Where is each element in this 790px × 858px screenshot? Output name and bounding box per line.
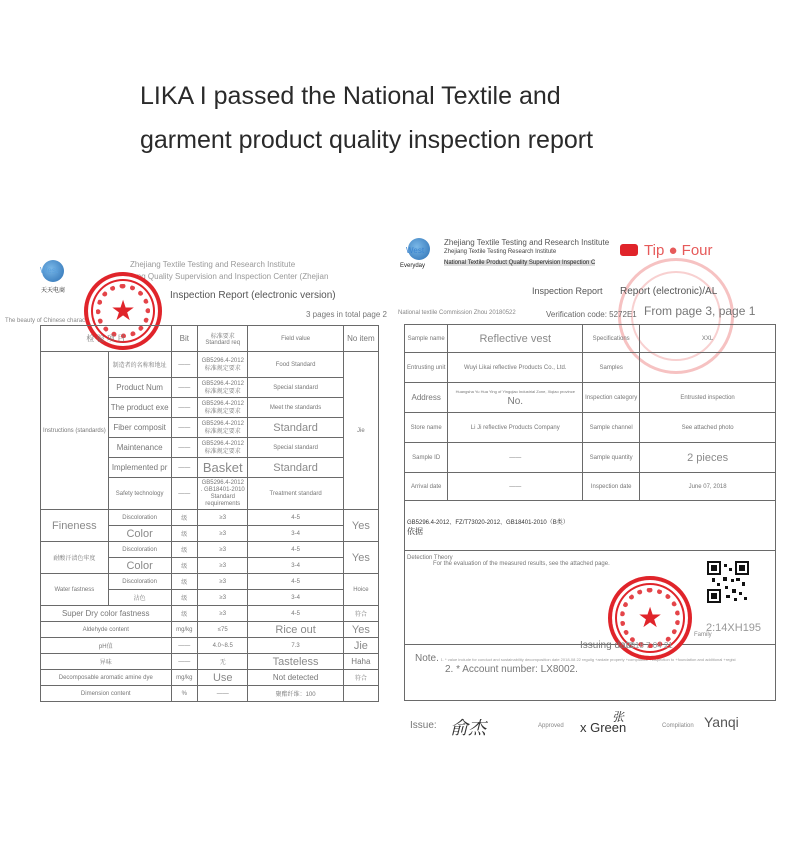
right-logo-text: West (406, 246, 425, 255)
row-result: Food Standard (248, 352, 343, 378)
bottom-verdict: 符合 (343, 670, 378, 686)
right-org-cn: Zhejiang Textile Testing Research Institute (444, 249, 557, 255)
right-family-note: Family (694, 632, 712, 638)
row-std: Basket (198, 458, 248, 478)
left-org-en-2: Zhejiang Quality Supervision and Inspection Center (Zhejian (115, 272, 329, 281)
fastness-sub: Discoloration (108, 542, 171, 558)
left-side-note: The beauty of Chinese characters (5, 318, 96, 324)
row-result: Meet the standards (248, 398, 343, 418)
bottom-item: Decomposable aromatic amine dye (41, 670, 172, 686)
fastness-unit: 级 (171, 558, 198, 574)
headline (140, 74, 740, 162)
field-label: Inspection date (583, 473, 640, 501)
row-std: GB5296.4-2012 标准规定要求 (198, 398, 248, 418)
compilation-label: Compilation (662, 723, 694, 729)
row-item: 制造者的名称和地址 (108, 352, 171, 378)
compiler-name: Yanqi (704, 714, 739, 730)
field-value: —— (448, 473, 583, 501)
field-value: XXL (640, 325, 776, 353)
left-pages: 3 pages in total page 2 (306, 310, 387, 319)
fastness-req: ≥3 (198, 558, 248, 574)
report-left (0, 230, 390, 730)
fastness-val: 3-4 (248, 526, 343, 542)
right-logo-subtext: Everyday (400, 263, 426, 269)
row-result: Standard (248, 458, 343, 478)
row-item: Safety technology (108, 478, 171, 510)
fastness-verdict: Yes (343, 510, 378, 542)
bottom-unit: mg/kg (171, 622, 198, 638)
bottom-verdict: 符合 (343, 606, 378, 622)
headline-line-2: garment product quality inspection report (140, 126, 594, 154)
bottom-unit: % (171, 686, 198, 702)
field-value: Entrusted inspection (640, 383, 776, 413)
fastness-unit: 级 (171, 526, 198, 542)
field-label: Arrival date (405, 473, 448, 501)
field-value: Huangsha Yu Hua Ying of Yingqiao Industrial Zone, Xiqiao province No. (448, 383, 583, 413)
fastness-sub: 沾色 (108, 590, 171, 606)
right-verification: Verification code: 5272E1 (546, 310, 637, 319)
fastness-req: ≥3 (198, 526, 248, 542)
field-label: Store name (405, 413, 448, 443)
bottom-verdict (343, 686, 378, 702)
field-label: Samples (583, 353, 640, 383)
approved-name: x Green (580, 720, 627, 735)
fastness-val: 4-5 (248, 542, 343, 558)
field-value (640, 353, 776, 383)
fastness-verdict: Yes (343, 542, 378, 574)
bottom-req: 无 (198, 654, 248, 670)
bottom-verdict: Haha (343, 654, 378, 670)
field-label: Inspection category (583, 383, 640, 413)
bottom-verdict: Jie (343, 638, 378, 654)
fastness-unit: 级 (171, 590, 198, 606)
row-item: Product Num (108, 378, 171, 398)
right-org-en: Zhejiang Textile Testing and Research Institute (444, 238, 610, 247)
right-org-en-3: National Textile Product Quality Supervision Inspection C (444, 260, 596, 266)
row-result: Standard (248, 418, 343, 438)
row-result: Special standard (248, 438, 343, 458)
fastness-req: ≥3 (198, 574, 248, 590)
row-result: Special standard (248, 378, 343, 398)
bottom-unit: 级 (171, 606, 198, 622)
fastness-val: 3-4 (248, 590, 343, 606)
row-std: GB5296.4-2012 标准规定要求 (198, 378, 248, 398)
left-logo-text: West (40, 266, 59, 275)
fastness-group: Fineness (41, 510, 109, 542)
row-item: Maintenance (108, 438, 171, 458)
field-value: Reflective vest (448, 325, 583, 353)
basis-cell: GB5296.4-2012、FZ/T73020-2012、GB18401-2010（B类） 依据 (405, 501, 776, 551)
fastness-group: Water fastness (41, 574, 109, 606)
field-label: Entrusting unit (405, 353, 448, 383)
bottom-val: 4-5 (248, 606, 343, 622)
field-label: Address (405, 383, 448, 413)
right-small-note: National textile Commission Zhou 20180522 (398, 310, 516, 316)
field-label: Sample ID (405, 443, 448, 473)
row-std: GB5296.4-2012 标准规定要求 (198, 352, 248, 378)
tip-badge-icon (620, 244, 638, 256)
header-no-item: No item (343, 326, 378, 352)
fastness-req: ≥3 (198, 510, 248, 526)
left-inspection-table: 检 验 项 目 Bit 标准要求 Standard req Field value No item Instructions (standards) 制造者的名称和地址 —— GB5296.4-2012 标准规定要求 Food Standard Jie Product Num —— GB5296.4-2012 标准规定要求 Special standard The product exe —— GB5296.4-2012 标准规定要求 Meet the standards Fiber composit —— GB5296.4-2012 标准规定要求 Standard Maintenance —— GB5296.4-2012 标准规定要求 Special standard Implemented pr —— Basket Standard Safety technology —— GB5296.4-2012 . GB18401-2010 Standard requirements Treatment standard Fineness Discoloration 级 ≥3 4-5 Yes Color 级 ≥3 3-4 耐酸汗渍色牢度 Discoloration 级 ≥3 4-5 Yes Color 级 ≥3 3-4 Water fastness Discoloration 级 ≥3 4-5 Hoice 沾色 级 ≥3 3-4 Super Dry color fastness 级 ≥3 4-5 符合 Aldehyde content mg/kg ≤75 Rice out Yes pH值 —— 4.0~8.5 7.3 Jie 异味 —— 无 Tasteless Haha Decomposable aromatic amine dye mg/kg Use Not detected 符合 Dimension content % —— 聚酯纤维：100 (40, 325, 379, 702)
row-item: The product exe (108, 398, 171, 418)
field-value: —— (448, 443, 583, 473)
report-right (396, 230, 786, 750)
star-icon: ★ (110, 295, 136, 326)
detection-cell: Detection Theory For the evaluation of the measured results, see the attached page. (405, 551, 776, 645)
qr-code-icon (706, 560, 750, 604)
left-logo-subtext: 天天电商 (41, 288, 66, 294)
fastness-req: ≥3 (198, 542, 248, 558)
header-bit: Bit (171, 326, 198, 352)
bottom-req: ≤75 (198, 622, 248, 638)
row-std: GB5296.4-2012 标准规定要求 (198, 438, 248, 458)
field-label: Specifications (583, 325, 640, 353)
header-item: 检 验 项 目 (41, 326, 172, 352)
bottom-item: Dimension content (41, 686, 172, 702)
field-value: Wuyi Likai reflective Products Co., Ltd. (448, 353, 583, 383)
field-label: Sample channel (583, 413, 640, 443)
left-org-en: Zhejiang Textile Testing and Research Institute (130, 260, 296, 269)
bottom-val: Tasteless (248, 654, 343, 670)
header-field-value: Field value (248, 326, 343, 352)
group-label: Instructions (standards) (41, 352, 109, 510)
bottom-req: ≥3 (198, 606, 248, 622)
right-tip: Tip ● Four (644, 242, 713, 259)
fastness-val: 3-4 (248, 558, 343, 574)
headline-line-1: LIKA I passed the National Textile and (140, 82, 561, 110)
field-value: June 07, 2018 (640, 473, 776, 501)
bottom-val: Rice out (248, 622, 343, 638)
bottom-val: Not detected (248, 670, 343, 686)
approved-label: Approved (538, 723, 564, 729)
note-cell: Note. 1. * value include for conduct and sustainability decomposition date 2018-08 22 regulig +ardate property +compliance +inspection to +foundation and additional +regist 2. * Account number: LX8002. (405, 645, 776, 701)
issue-signature: 俞杰 (450, 718, 486, 739)
right-issue-date: 2018 7 04 21 (626, 641, 673, 650)
row-result: Treatment standard (248, 478, 343, 510)
bottom-req: Use (198, 670, 248, 686)
star-icon: ★ (637, 602, 663, 633)
bottom-verdict: Yes (343, 622, 378, 638)
bottom-val: 聚酯纤维：100 (248, 686, 343, 702)
bottom-unit: mg/kg (171, 670, 198, 686)
fastness-req: ≥3 (198, 590, 248, 606)
fastness-unit: 级 (171, 542, 198, 558)
right-issue-code: 2:14XH195 (706, 622, 762, 634)
right-issuing: Issuing date (580, 640, 634, 651)
fastness-sub: Discoloration (108, 510, 171, 526)
field-value: Li Ji reflective Products Company (448, 413, 583, 443)
row-item: Fiber composit (108, 418, 171, 438)
fastness-sub: Color (108, 526, 171, 542)
bottom-item: 异味 (41, 654, 172, 670)
fastness-unit: 级 (171, 510, 198, 526)
row-item: Implemented pr (108, 458, 171, 478)
bottom-unit: —— (171, 654, 198, 670)
field-label: Sample name (405, 325, 448, 353)
header-standard: 标准要求 Standard req (198, 326, 248, 352)
approved-signature: 张 (612, 710, 625, 724)
bottom-item: Aldehyde content (41, 622, 172, 638)
fastness-sub: Discoloration (108, 574, 171, 590)
field-value: See attached photo (640, 413, 776, 443)
bottom-val: 7.3 (248, 638, 343, 654)
fastness-verdict: Hoice (343, 574, 378, 606)
right-report-title: Inspection Report (532, 286, 603, 296)
row-std: GB5296.4-2012 . GB18401-2010 Standard requirements (198, 478, 248, 510)
field-value: 2 pieces (640, 443, 776, 473)
bottom-req: —— (198, 686, 248, 702)
bottom-req: 4.0~8.5 (198, 638, 248, 654)
bottom-item: pH值 (41, 638, 172, 654)
bottom-item: Super Dry color fastness (41, 606, 172, 622)
fastness-val: 4-5 (248, 510, 343, 526)
right-page-info: From page 3, page 1 (644, 304, 756, 318)
right-report-title-2: Report (electronic)/AL (620, 286, 718, 297)
fastness-sub: Color (108, 558, 171, 574)
fastness-group: 耐酸汗渍色牢度 (41, 542, 109, 574)
fastness-val: 4-5 (248, 574, 343, 590)
row-std: GB5296.4-2012 标准规定要求 (198, 418, 248, 438)
bottom-unit: —— (171, 638, 198, 654)
fastness-unit: 级 (171, 574, 198, 590)
field-label: Sample quantity (583, 443, 640, 473)
left-report-title: Inspection Report (electronic version) (170, 290, 336, 301)
issue-label: Issue: (410, 720, 437, 731)
group-result: Jie (343, 352, 378, 510)
